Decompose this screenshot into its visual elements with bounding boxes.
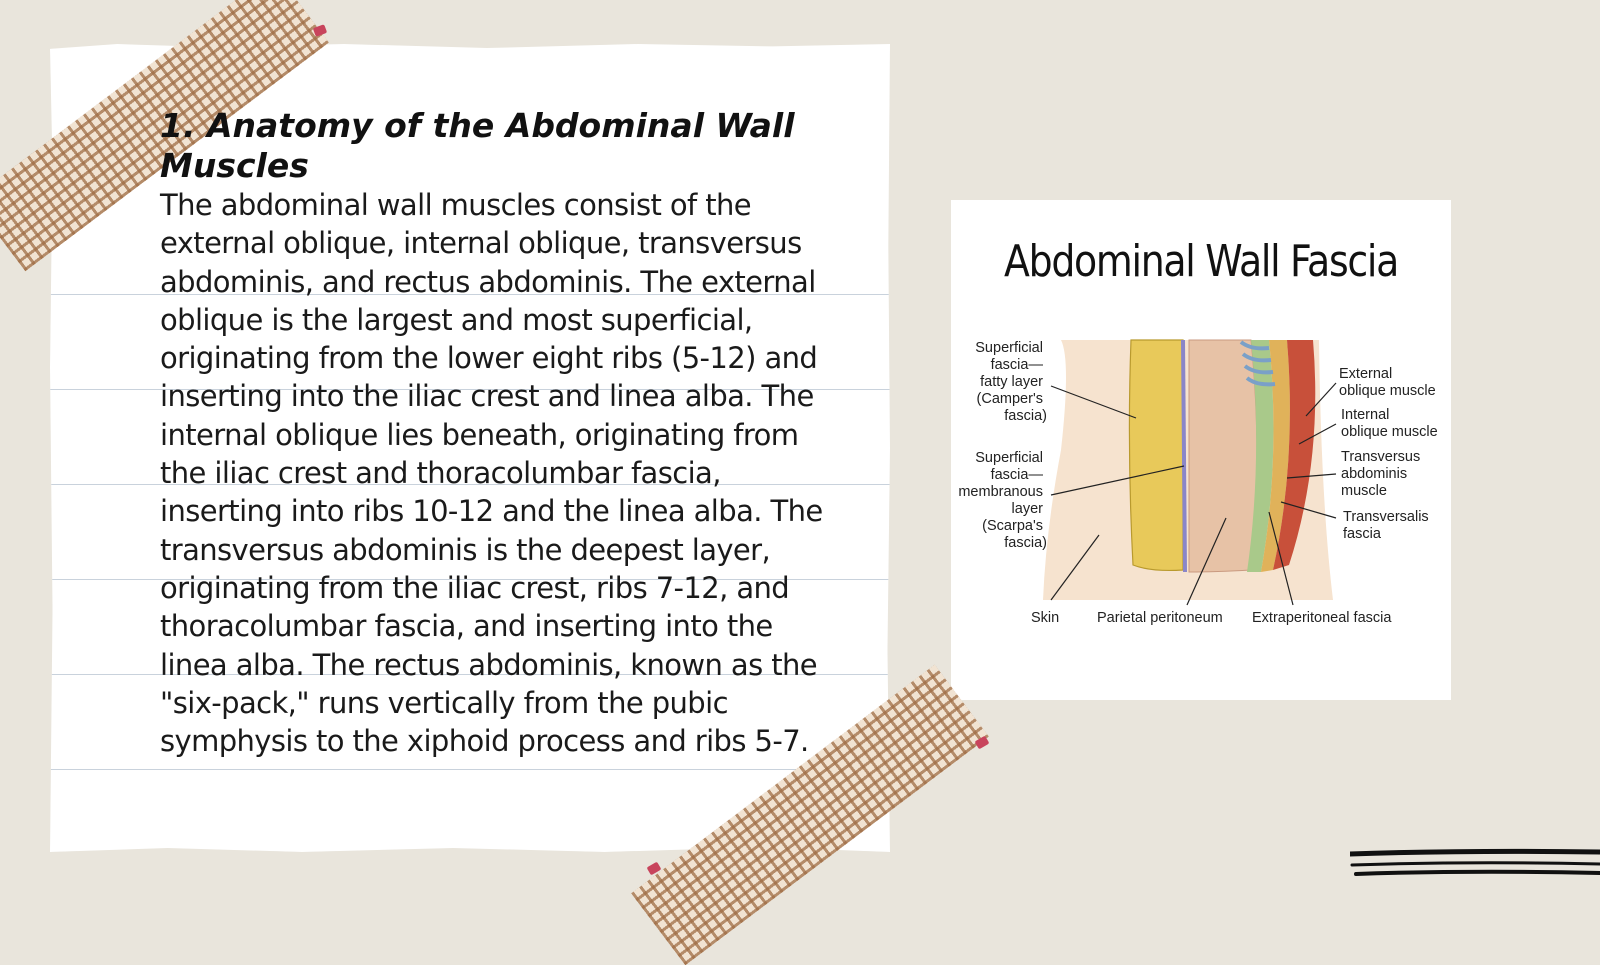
fat-layer [1129,340,1183,570]
label-internal-oblique: Internal oblique muscle [1341,407,1438,440]
slide-title: 1. Anatomy of the Abdominal Wall Muscles [160,106,795,185]
label-superficial-membranous: Superficial fascia— membranous layer (Scarpa's fascia) [958,450,1047,551]
label-transversus: Transversus abdominis muscle [1341,449,1421,499]
decorative-lines [1350,848,1600,888]
label-superficial-fatty: Superficial fascia— fatty layer (Camper's fascia) [975,340,1047,424]
slide-body-text: The abdominal wall muscles consist of the external oblique, internal oblique, transversus abdominis, and rectus abdominis. The external oblique is the largest and most superficial, originating from the lower eight ribs (5-12) and inserting into the iliac crest and linea alba. The internal oblique lies beneath, originating from the iliac crest and thoracolumbar fascia, inserting into ribs 10-12 and the linea alba. The transversus abdominis is the deepest layer, originating from the iliac crest, ribs 7-12, and thoracolumbar fascia, and inserting into the linea alba. The rectus abdominis, known as the "six-pack," runs vertically from the pubic symphysis to the xiphoid process and ribs 5-7. [160,188,823,759]
label-skin: Skin [1031,610,1060,626]
label-extraperitoneal-fascia: Extraperitoneal fascia [1252,610,1392,626]
figure-title: Abdominal Wall Fascia [1003,236,1399,287]
label-transversalis: Transversalis fascia [1343,509,1429,542]
label-parietal-peritoneum: Parietal peritoneum [1097,610,1223,626]
figure-card [951,200,1451,700]
abdominal-fascia-diagram [951,200,1451,700]
rule-line [50,769,890,770]
membranous-layer [1183,340,1185,572]
rectus-region [1189,340,1257,572]
label-external-oblique: External oblique muscle [1339,366,1436,399]
